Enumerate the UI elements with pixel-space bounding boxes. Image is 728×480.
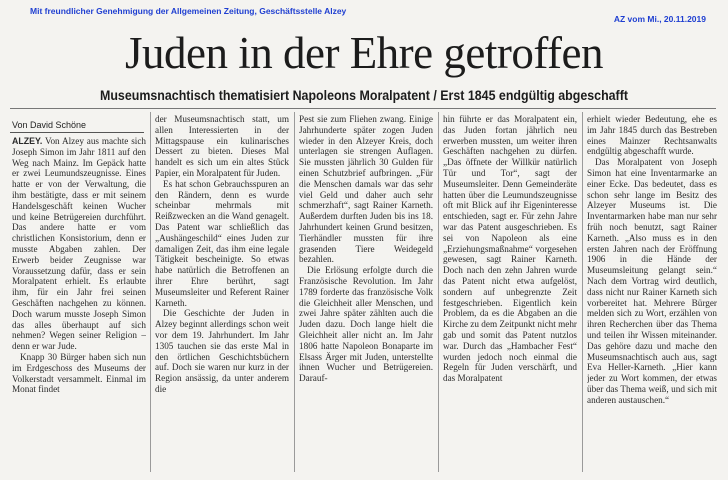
article-column-2 (155, 114, 289, 474)
paragraph: erhielt wieder Bedeutung, ehe es im Jahr 1845 durch das Bestreben eines Mainzer Rechtsanwalts endgültig abgeschafft wurde. (587, 114, 717, 157)
paragraph: Die Geschichte der Juden in Alzey beginnt allerdings schon weit vor dem 19. Jahrhundert. Im Jahr 1305 tauchen sie das erste Mal in den örtlichen Geschichtsbüchern auf. Doch sie waren nur kurz in der Region ansässig, da unter anderem die (155, 308, 289, 394)
permission-credit: Mit freundlicher Genehmigung der Allgemeinen Zeitung, Geschäftsstelle Alzey (30, 6, 347, 16)
column-divider (582, 112, 583, 472)
paragraph: der Museumsnachtisch statt, um allen Interessierten in der Mittagspause ein kulinarisches Dessert zu bieten. Dieses Mal handelt es sich um ein altes Stück Papier, ein Moralpatent für Juden. (155, 114, 289, 178)
dateline: ALZEY. (12, 136, 43, 146)
column-divider (438, 112, 439, 472)
article-column-3 (299, 114, 433, 474)
clipping-header (0, 0, 728, 24)
article-column-5 (587, 114, 717, 474)
paragraph: hin führte er das Moralpatent ein, das Juden fortan jährlich neu erwerben mussten, um weiter ihren Geschäften nachgehen zu dürfen. „Das öffnete der Willkür natürlich Tür und Tor“, sagt der Museumsleiter. Denn Gemeinderäte hatten über die Leumundszeugnisse oft mit Blick auf ihr Eigeninteresse entschieden, sagt er. Für zehn Jahre war das Patent ausgeschrieben. Es sei von Napoleon als eine „Erziehungsmaßnahme“ vorgesehen gewesen, sagt Rainer Karneth. Doch nach den zehn Jahren wurde das Patent nicht etwa aufgelöst, sondern auf unbegrenzte Zeit festgeschrieben. Eigentlich kein Problem, da es die Abgaben an die Kirche zu dem Zeitpunkt nicht mehr gab und somit das Patent nutzlos war. Durch das „Hambacher Fest“ wurden jedoch noch einmal die Regeln für Juden verschärft, und das Moralpatent (443, 114, 577, 384)
source-date: AZ vom Mi., 20.11.2019 (613, 14, 706, 24)
paragraph: Knapp 30 Bürger haben sich nun im Erdgeschoss des Museums der Volkerstadt versammelt. Einmal im Monat findet (12, 351, 146, 395)
paragraph: Die Erlösung erfolgte durch die Französische Revolution. Im Jahr 1789 forderte das französische Volk die Gleichheit aller Menschen, und zwei Jahre später zählten auch die Juden dazu. Doch lange hielt die Gleichheit aller nicht an. Im Jahr 1806 hatte Napoleon Bonaparte im Elsass Ärger mit Juden, unterstellte ihnen Wucher und Betrügereien. Darauf- (299, 265, 433, 384)
headline: Juden in der Ehre getroffen (125, 28, 603, 78)
paragraph: ALZEY. Von Alzey aus machte sich Joseph Simon im Jahr 1811 auf den Weg nach Mainz. Im Gepäck hatte er zwei Leumundszeugnisse. Eines hatte er von der Verwaltung, die ihm bestätigte, dass er mit seinem Handelsgeschäft keinen Wucher und keine Betrügereien durchführt. Das andere hatte er vom christlichen Konsistorium, denn er musste Abgaben zahlen. Der Erwerb beider Zeugnisse war Voraussetzung dafür, dass er sein Moralpatent erhielt. Es erlaubte ihm, für ein Jahr frei seinen Geschäften nachgehen zu können. Doch warum musste Joseph Simon das alles überhaupt auf sich nehmen? Wegen seiner Religion – denn er war Jude. (12, 136, 146, 352)
paragraph: Pest sie zum Fliehen zwang. Einige Jahrhunderte später zogen Juden wieder in den Alzeyer Kreis, doch unterlagen sie strengen Auflagen. Sie mussten jährlich 30 Gulden für einen Schutzbrief aufbringen. „Für die Menschen damals war das sehr viel Geld und daher auch sehr schmerzhaft“, sagt Rainer Karneth. Außerdem durften Juden bis ins 18. Jahrhundert keinen Grund besitzen, Tierhändler mussten für ihre grasenden Tiere Weidegeld bezahlen. (299, 114, 433, 265)
byline-divider (10, 132, 144, 133)
paragraph: Es hat schon Gebrauchsspuren an den Rändern, denn es wurde scheinbar mehrmals mit Reißzwecken an die Wand genagelt. Das Patent war schließlich das „Aushängeschild“ eines Juden zur damaligen Zeit, das ihm eine legale Tätigkeit bescheinigte. So etwas habe natürlich die Betroffenen an ihrer Ehre berührt, sagt Museumsleiter und Referent Rainer Karneth. (155, 178, 289, 308)
article-column-4 (443, 114, 577, 474)
column-divider (150, 112, 151, 472)
article-column-1 (12, 136, 146, 474)
header-divider (10, 108, 716, 109)
paragraph: Das Moralpatent von Joseph Simon hat eine Inventarmarke an einer Ecke. Das bedeutet, dass es schon sehr lange im Besitz des Alzeyer Museums ist. Die Inventarmarken habe man nur sehr früh noch benutzt, sagt Rainer Karneth. „Also muss es in den ersten Jahren nach der Eröffnung 1906 in die Hände der Museumsleitung gelangt sein.“ Nach dem Vortrag wird deutlich, dass nicht nur Rainer Karneth sich vorbereitet hat. Mehrere Bürger melden sich zu Wort, erzählen von ihren Recherchen über das Thema und teilen ihr Wissen miteinander. Das gehöre dazu und mache den Museumsnachtisch auch aus, sagt Eva Heller-Karneth. „Hier kann jeder zu Wort kommen, der etwas über das Thema weiß, und sich mit anderen austauschen.“ (587, 157, 717, 405)
subheadline: Museumsnachtisch thematisiert Napoleons Moralpatent / Erst 1845 endgültig abgeschafft (100, 88, 628, 103)
column-divider (294, 112, 295, 472)
byline: Von David Schöne (12, 120, 87, 130)
